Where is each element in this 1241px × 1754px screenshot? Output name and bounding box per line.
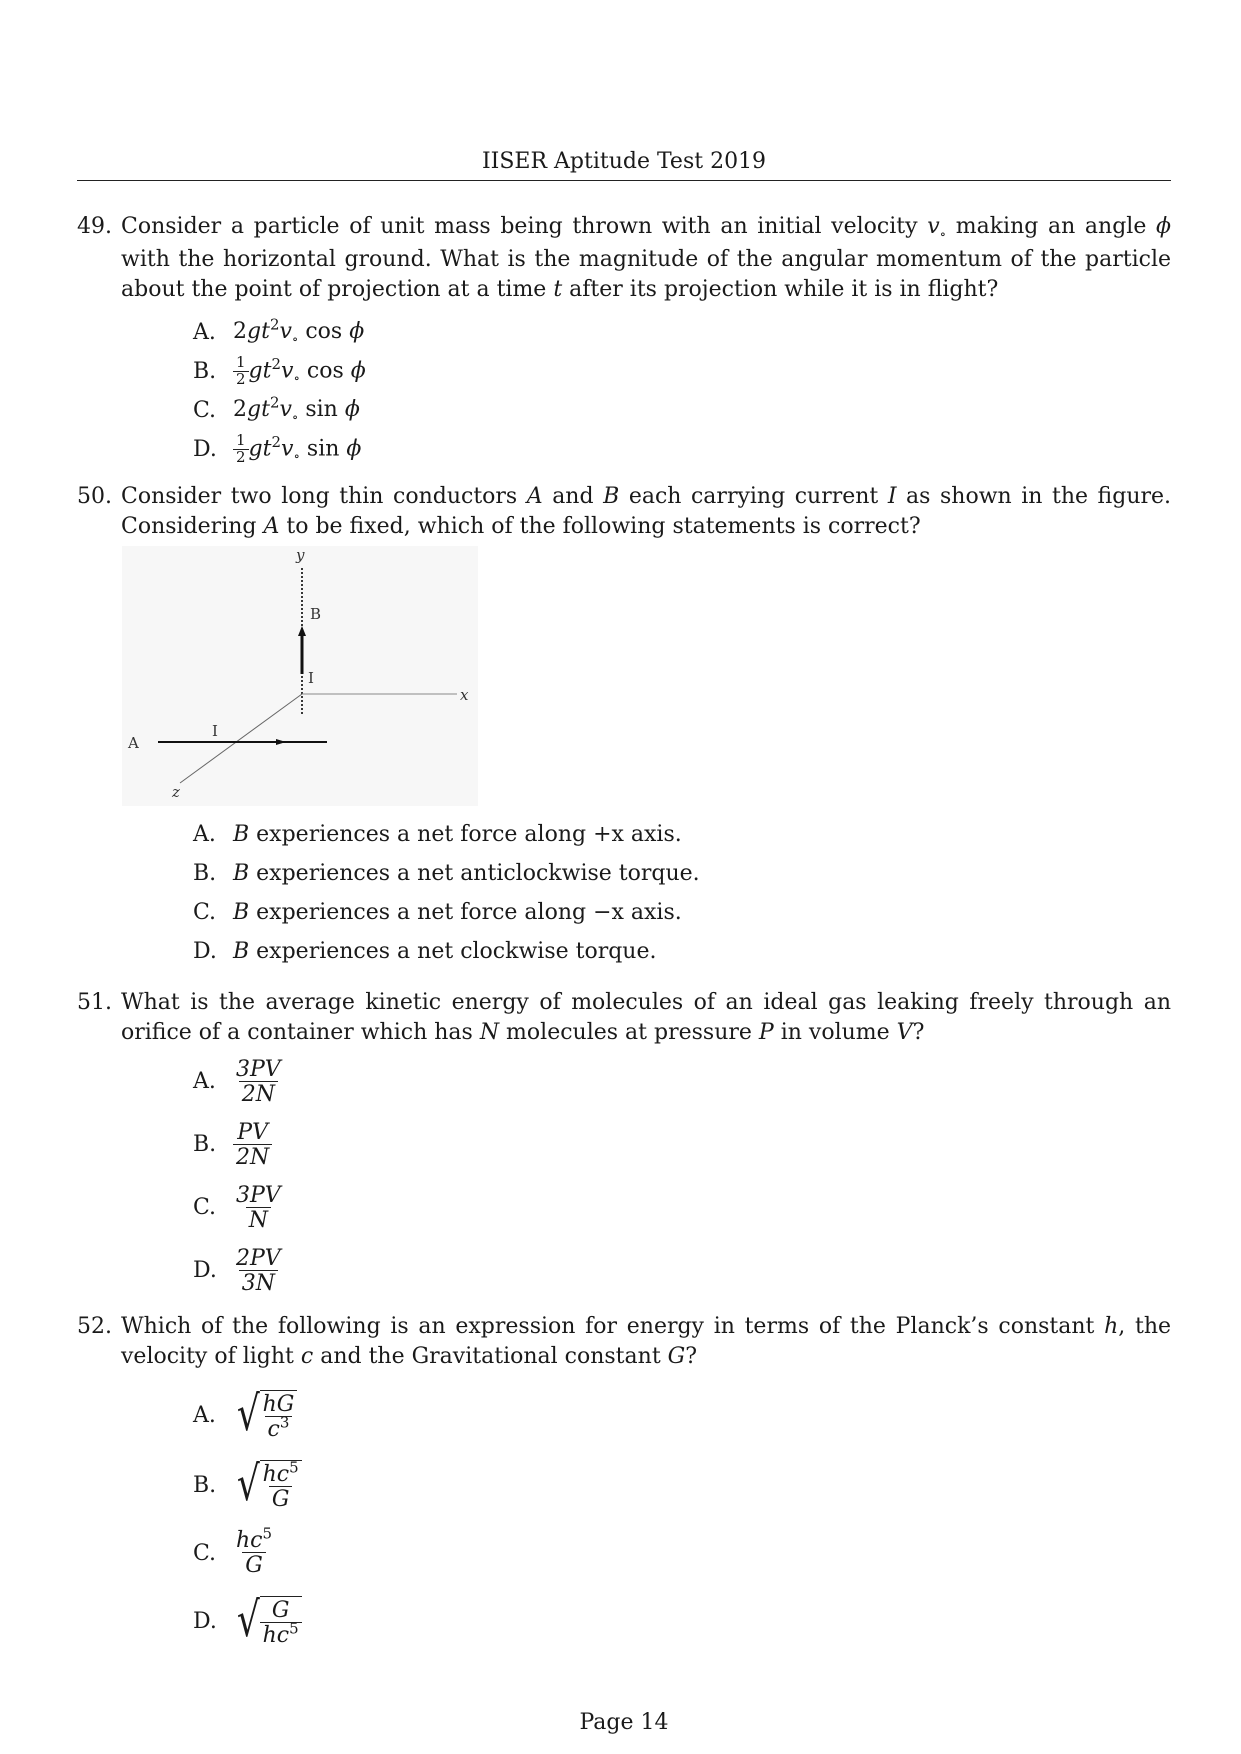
- label-b: B: [310, 605, 322, 623]
- label-a: A: [128, 734, 139, 752]
- option-c[interactable]: C. B experiences a net force along −x axis.: [193, 900, 682, 926]
- header-rule: [77, 180, 1171, 181]
- option-a[interactable]: A. $2gt^2v_\circ$ cos ϕ: [193, 315, 365, 347]
- question-number: 52.: [77, 1314, 112, 1339]
- label-x: x: [460, 686, 469, 704]
- question-text: Which of the following is an expression for energy in terms of the Planck’s constant h, the velocity of light c and the Gravitational constant G?: [121, 1314, 1172, 1370]
- option-b[interactable]: B. B experiences a net anticlockwise torque.: [193, 861, 700, 887]
- option-c[interactable]: C. $\frac{3PV}{N}$: [193, 1182, 281, 1233]
- options-list: [193, 1051, 1171, 1303]
- label-z: z: [172, 783, 180, 801]
- options-list: [193, 1381, 1171, 1657]
- question-text: Consider a particle of unit mass being thrown with an initial velocity $v_\circ$ making an angle ϕ with the horizontal ground. What is the magnitude of the angular momentum of the particle about the point of projection at a time t after its projection while it is in flight?: [121, 214, 1171, 302]
- question-52: [77, 1312, 1171, 1657]
- sqrt-expression: √ $\frac{hG}{c^3}$: [233, 1390, 297, 1442]
- question-51: [77, 988, 1171, 1303]
- question-text: What is the average kinetic energy of molecules of an ideal gas leaking freely through an orifice of a container which has N molecules at pressure P in volume V?: [121, 990, 1171, 1046]
- question-number: 50.: [77, 484, 112, 509]
- q50-options-list: [193, 816, 700, 972]
- question-number: 49.: [77, 214, 112, 239]
- options-list: [193, 313, 1171, 469]
- label-i-horizontal: I: [212, 722, 218, 740]
- page-number: Page 14: [579, 1710, 669, 1735]
- option-a[interactable]: A. √ $\frac{hG}{c^3}$: [193, 1381, 1171, 1451]
- sqrt-expression: √ $\frac{G}{hc^5}$: [233, 1596, 302, 1648]
- option-a[interactable]: A. $\frac{3PV}{2N}$: [193, 1056, 281, 1107]
- option-b[interactable]: B. $\frac{PV}{2N}$: [193, 1114, 1171, 1177]
- option-c[interactable]: C. $\frac{hc^5}{G}$: [193, 1524, 273, 1579]
- sqrt-expression: √ $\frac{hc^5}{G}$: [233, 1460, 302, 1512]
- label-i-vertical: I: [308, 669, 314, 687]
- option-c[interactable]: C. $2gt^2v_\circ$ sin ϕ: [193, 393, 360, 425]
- page-header: IISER Aptitude Test 2019: [481, 149, 767, 174]
- label-y: y: [296, 546, 305, 564]
- question-49: [77, 212, 1171, 469]
- option-b[interactable]: B. $\frac{1}{2}$ $gt^2v_\circ$ cos ϕ: [193, 352, 366, 388]
- option-d[interactable]: D. $\frac{1}{2}$ $gt^2v_\circ$ sin ϕ: [193, 430, 362, 466]
- question-text: Consider two long thin conductors A and B each carrying current I as shown in the figure. Considering A to be fixed, which of the following statements is correct?: [121, 484, 1172, 540]
- question-50: [77, 482, 1171, 543]
- option-d[interactable]: D. √ $\frac{G}{hc^5}$: [193, 1587, 1171, 1657]
- option-d[interactable]: D. B experiences a net clockwise torque.: [193, 939, 657, 965]
- question-number: 51.: [77, 990, 112, 1015]
- option-b[interactable]: B. √ $\frac{hc^5}{G}$: [193, 1451, 1171, 1521]
- conductor-figure: [122, 546, 478, 806]
- option-a[interactable]: A. B experiences a net force along +x axis.: [193, 822, 682, 848]
- option-d[interactable]: D. $\frac{2PV}{3N}$: [193, 1245, 281, 1296]
- figure-background: [122, 546, 478, 806]
